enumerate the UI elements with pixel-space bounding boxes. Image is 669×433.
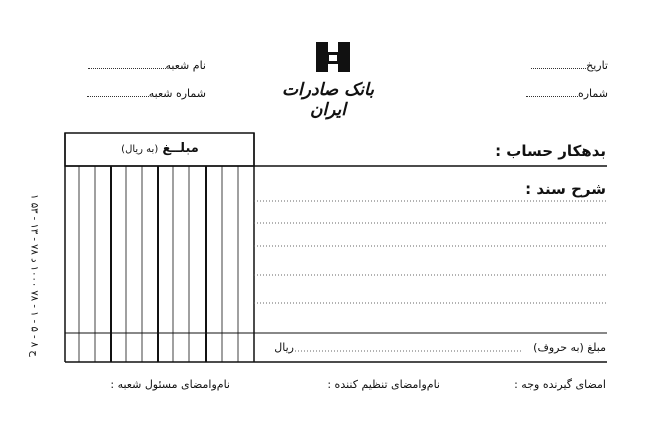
amount-header	[66, 141, 254, 156]
debtor-account-title: بدهکار حساب :	[495, 142, 606, 160]
rial-label: ریال	[274, 341, 294, 354]
amount-words-label: مبلغ (به حروف)	[533, 341, 606, 354]
form-code-text: ح ۸ - ۵ - ۱ - ۷۸ ۱۰۰۰ د ۷۸ - ۱۳ - ۵۳ ۱	[28, 194, 40, 357]
number-label: شماره	[577, 87, 608, 100]
date-label: تاریخ	[586, 59, 608, 72]
branch-name-label: نام شعبه	[165, 59, 206, 72]
amount-header-label: مبلــغ	[162, 141, 199, 156]
form-code-vertical	[16, 190, 46, 370]
description-title: شرح سند :	[525, 180, 606, 198]
amount-header-unit: (به ریال)	[121, 144, 159, 155]
bank-name: بانک صادرات ایران	[282, 80, 374, 120]
branch-number-label: شماره شعبه	[148, 87, 206, 100]
payee-signature-label: امضای گیرنده وجه :	[514, 378, 606, 391]
preparer-signature-label: نام‌وامضای تنظیم کننده :	[327, 378, 440, 391]
officer-signature-label: نام‌وامضای مسئول شعبه :	[110, 378, 230, 391]
